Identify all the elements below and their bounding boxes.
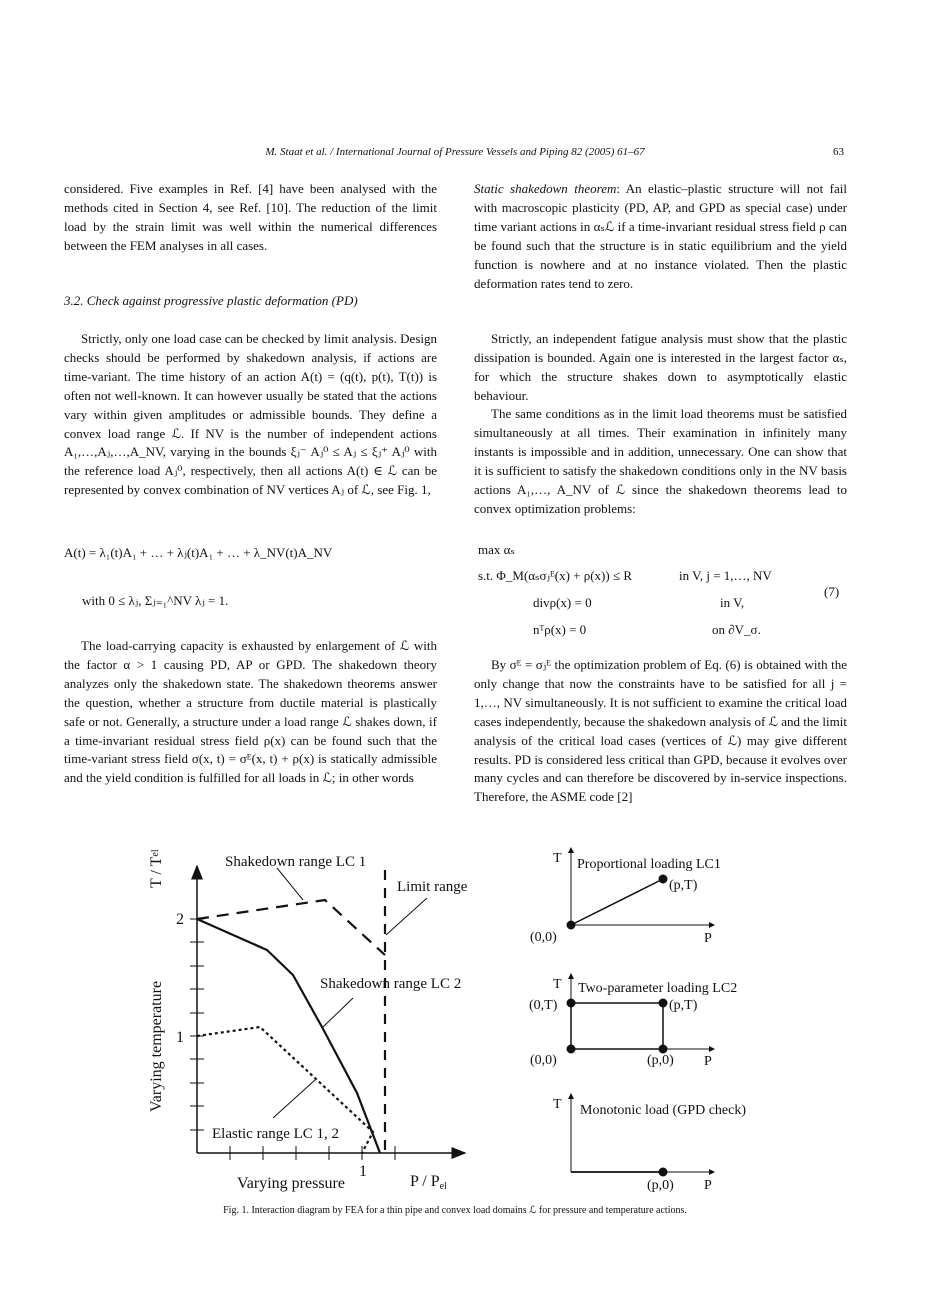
eq-yield-constraint: s.t. Φ_M(αₛσⱼᴱ(x) + ρ(x)) ≤ R: [478, 568, 633, 583]
page-number: 63: [833, 146, 844, 158]
mono-point-p0: (p,0): [647, 1178, 674, 1193]
theorem-title: Static shakedown theorem: [474, 181, 617, 196]
y-axis-unit: T / Tel: [148, 849, 165, 888]
paragraph: Strictly, only one load case can be checked by limit analysis. Design checks should be performed by shakedown analysis, if actions are time-variant. The time history of an action A(t) = (q(t), p(t), T(t)) is often not well-known. It can however usually be stated that the actions vary within given amplitudes or admissible bounds. They define a convex load range ℒ. If NV is the number of independent actions A₁,…,Aⱼ,…,A_NV, varying in the bounds ξⱼ⁻ Aⱼ⁰ ≤ Aⱼ ≤ ξⱼ⁺ Aⱼ⁰ with the reference load Aⱼ⁰, respectively, then all actions A(t) ∈ ℒ can be represented by convex combination of NV vertices Aⱼ of ℒ, see Fig. 1,: [64, 331, 437, 498]
eq-equilibrium-domain: in V,: [720, 595, 745, 610]
lc2-axis-t: T: [553, 977, 562, 992]
mono-axis-t: T: [553, 1097, 562, 1112]
eq-yield-domain: in V, j = 1,…, NV: [679, 568, 772, 583]
lc1-title: Proportional loading LC1: [577, 857, 721, 872]
y-tick-label-1: 1: [176, 1029, 184, 1046]
mono-title: Monotonic load (GPD check): [580, 1103, 747, 1118]
paragraph: considered. Five examples in Ref. [4] have been analysed with the methods cited in Section 4, see Ref. [10]. The reduction of the limit load by the strain limit was well within the numerical differences between the FEM analyses in all cases.: [64, 181, 437, 253]
eq-boundary: nᵀρ(x) = 0: [533, 622, 587, 637]
lc2-point-0t: (0,T): [529, 998, 558, 1013]
lc2-origin: (0,0): [530, 1053, 557, 1068]
eq-equilibrium: divρ(x) = 0: [533, 595, 592, 610]
interaction-diagram: [190, 866, 465, 1160]
equation-convex-combination: A(t) = λ₁(t)A₁ + … + λⱼ(t)A₁ + … + λ_NV(t)A_NV: [64, 545, 333, 560]
lc2-point-p0: (p,0): [647, 1053, 674, 1068]
shakedown-lc2-curve: [197, 919, 380, 1153]
eq-number: (7): [824, 584, 840, 599]
eq-objective: max αₛ: [478, 542, 515, 557]
mono-axis-p: P: [704, 1178, 712, 1193]
lc2-axis-p: P: [704, 1054, 712, 1069]
x-axis-unit: P / Pel: [410, 1173, 447, 1192]
shakedown-lc1-curve: [197, 900, 385, 955]
lc1-point-pt: (p,T): [669, 878, 698, 893]
label-shakedown-lc1: Shakedown range LC 1: [225, 854, 367, 870]
x-tick-label-1: 1: [359, 1163, 367, 1180]
paragraph: Strictly, an independent fatigue analysis must show that the plastic dissipation is bounded. Again one is interested in the largest factor αₛ, for which the structure shakes down to asymptotically elastic behaviour.: [474, 331, 847, 403]
lc1-axis-p: P: [704, 931, 712, 946]
section-heading: 3.2. Check against progressive plastic deformation (PD): [64, 293, 358, 308]
label-shakedown-lc2: Shakedown range LC 2: [320, 976, 462, 992]
lc2-point-pt: (p,T): [669, 998, 698, 1013]
paragraph: By σᴱ = σⱼᴱ the optimization problem of Eq. (6) is obtained with the only change that now the constraints have to be satisfied for all j = 1,…, NV simultaneously. It is not sufficient to examine the critical load cases independently, because the shakedown analysis of ℒ and the limit analysis of the critical load cases (vertices of ℒ) may give different results. PD is considered less critical than GPD, because it evolves over many cycles and can therefore be discovered by in-service inspections. Therefore, the ASME code [2]: [474, 657, 847, 805]
paragraph: The load-carrying capacity is exhausted by enlargement of ℒ with the factor α > 1 causing PD, AP or GPD. The shakedown theory analyzes only the shakedown state. The shakedown theorems answer the question, whether a structure from ductile material is plastically safe or not. Generally, a structure under a load range ℒ shakes down, if a time-invariant residual stress field ρ(x) can be found such that the time-variant stress field σ(x, t) = σᴱ(x, t) + ρ(x) is statically admissible and the yield condition is fulfilled for all loads in ℒ; in other words: [64, 638, 437, 786]
y-axis-label: Varying temperature: [148, 980, 165, 1112]
lc2-title: Two-parameter loading LC2: [578, 981, 738, 996]
eq-boundary-domain: on ∂V_σ.: [712, 622, 761, 637]
theorem-text: : An elastic–plastic structure will not fail with macroscopic plasticity (PD, AP, and GPD as special case) under time variant actions in αₛℒ if a time-invariant residual stress field ρ can be found such that the structure is in static equilibrium and the yield function is nowhere and at no instance violated. Then the plastic deformation rates tend to zero.: [474, 181, 847, 291]
lc1-origin: (0,0): [530, 930, 557, 945]
label-limit-range: Limit range: [397, 879, 468, 895]
equation-constraint: with 0 ≤ λⱼ, Σⱼ₌₁^NV λⱼ = 1.: [82, 593, 229, 608]
running-header: M. Staat et al. / International Journal of Pressure Vessels and Piping 82 (2005) 61–67: [265, 146, 645, 158]
figure-caption: Fig. 1. Interaction diagram by FEA for a thin pipe and convex load domains ℒ for pressure and temperature actions.: [223, 1205, 687, 1216]
lc1-axis-t: T: [553, 851, 562, 866]
y-tick-label-2: 2: [176, 911, 184, 928]
label-elastic-range: Elastic range LC 1, 2: [212, 1126, 340, 1142]
x-axis-label: Varying pressure: [237, 1175, 345, 1192]
paragraph: The same conditions as in the limit load theorems must be satisfied simultaneously at all times. Their examination in infinitely many instants is impossible and in addition, unnecessary. One can show that it is sufficient to satisfy the shakedown conditions only in the NV basis actions A₁,…, A_NV of ℒ since the shakedown theorems lead to convex optimization problems:: [474, 406, 847, 516]
